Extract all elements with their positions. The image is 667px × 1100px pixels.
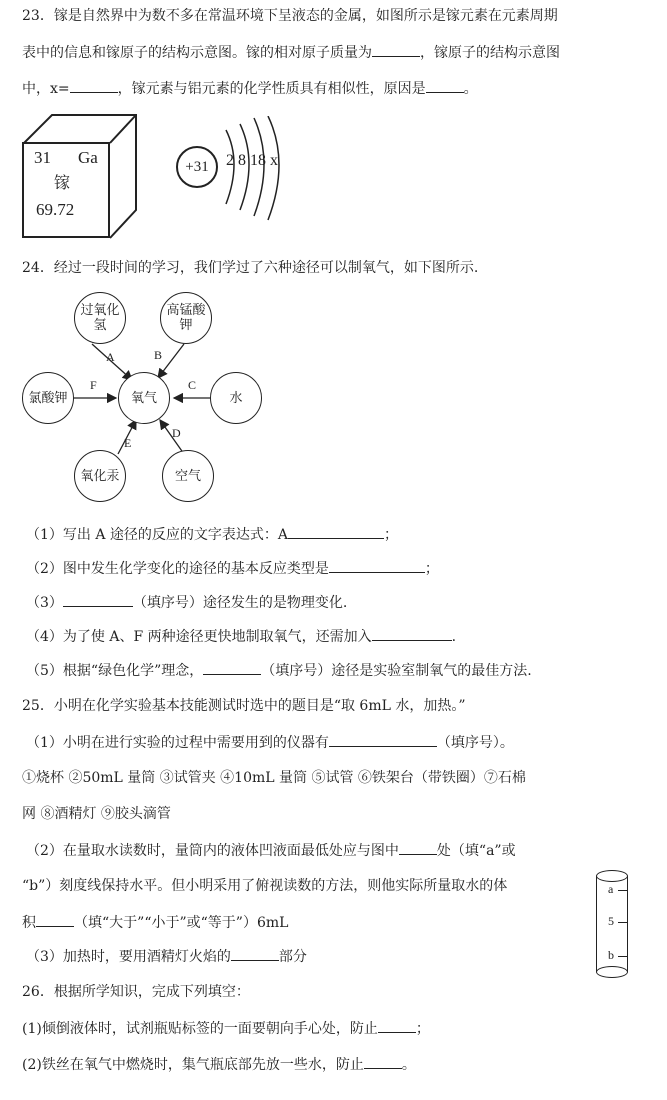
q24-sub2-end: ； xyxy=(424,561,439,577)
q25-blank-2[interactable] xyxy=(399,840,437,855)
q25-sub1-end: （填序号）。 xyxy=(436,735,514,751)
cylinder-bottom xyxy=(596,966,628,978)
q25-sub2-text: （2）在量取水读数时，量筒内的液体凹液面最低处应与图中 xyxy=(26,843,399,859)
cylinder-label-5: 5 xyxy=(608,914,614,928)
cube-front-face xyxy=(22,142,110,238)
cylinder-label-a: a xyxy=(608,882,614,896)
q24-sub4-text: （4）为了使 A、F 两种途径更快地制取氧气，还需加入 xyxy=(26,629,372,645)
q26-sub1-end: ； xyxy=(415,1021,430,1037)
electron-shell-numbers: 2 8 18 x xyxy=(226,152,278,169)
q23-line3-text-b: ，镓元素与铝元素的化学性质具有相似性，原因是 xyxy=(117,81,426,97)
label-a: A xyxy=(106,350,115,364)
node-hydrogen-peroxide: 过氧化氢 xyxy=(74,292,126,344)
atomic-mass: 69.72 xyxy=(36,200,75,219)
q25-sub3 xyxy=(26,946,307,967)
q23-blank-reason[interactable] xyxy=(426,78,464,93)
q25-sub2-end: 处（填“a”或 xyxy=(436,843,516,859)
q25-sub3-end: 部分 xyxy=(278,949,307,965)
q24-blank-1[interactable] xyxy=(288,524,384,539)
q25-options-line2: 网 ⑧酒精灯 ⑨胶头滴管 xyxy=(22,806,171,822)
q26-sub2 xyxy=(22,1054,416,1075)
q24-sub3-end: （填序号）途径发生的是物理变化. xyxy=(132,595,348,611)
node-mercury-oxide: 氧化汞 xyxy=(74,450,126,502)
q24-sub1 xyxy=(26,524,398,545)
q25-sub1 xyxy=(26,732,514,753)
label-d: D xyxy=(172,426,181,440)
element-cell-cube xyxy=(18,112,138,242)
q25-blank-4[interactable] xyxy=(231,946,279,961)
q25-options-line1: ①烧杯 ②50mL 量筒 ③试管夹 ④10mL 量筒 ⑤试管 ⑥铁架台（带铁圈）⑦石棉 xyxy=(22,770,526,786)
q24-intro: 24．经过一段时间的学习，我们学过了六种途径可以制氧气，如下图所示. xyxy=(22,260,479,276)
q23-line3-text-a: 中，x= xyxy=(22,81,70,97)
q24-sub4-end: . xyxy=(451,629,457,645)
label-c: C xyxy=(188,378,197,392)
element-symbol: Ga xyxy=(78,148,98,167)
q24-sub5-end: （填序号）途径是实验室制氧气的最佳方法. xyxy=(261,663,532,679)
atom-structure-diagram xyxy=(176,116,300,226)
label-b: B xyxy=(154,348,163,362)
q24-sub3 xyxy=(26,592,347,613)
atomic-number: 31 xyxy=(34,148,51,167)
q23-line2-text-a: 表中的信息和镓原子的结构示意图。镓的相对原子质量为 xyxy=(22,45,372,61)
q26-sub2-text: (2)铁丝在氧气中燃烧时，集气瓶底部先放一些水，防止 xyxy=(22,1057,364,1073)
q24-sub5 xyxy=(26,660,532,681)
nucleus-circle: +31 xyxy=(176,146,218,188)
q24-sub1-end: ； xyxy=(384,527,399,543)
q24-sub3-text: （3） xyxy=(26,595,63,611)
cylinder-top xyxy=(596,870,628,882)
node-air: 空气 xyxy=(162,450,214,502)
q25-sub2-end2: （填“大于”“小于”或“等于”）6mL xyxy=(74,915,289,931)
node-water: 水 xyxy=(210,372,262,424)
node-potassium-permanganate: 高锰酸钾 xyxy=(160,292,212,344)
q25-sub3-text: （3）加热时，要用酒精灯火焰的 xyxy=(26,949,231,965)
tick-a xyxy=(618,890,628,891)
q25-blank-3[interactable] xyxy=(36,912,74,927)
q24-sub1-text: （1）写出 A 途径的反应的文字表达式：A xyxy=(26,527,289,543)
q25-sub2-volume: 积 xyxy=(22,915,36,931)
q24-sub2 xyxy=(26,558,439,579)
node-oxygen: 氧气 xyxy=(118,372,170,424)
q25-sub2 xyxy=(26,840,516,861)
q23-line1: 23．镓是自然界中为数不多在常温环境下呈液态的金属，如图所示是镓元素在元素周期 xyxy=(22,8,558,24)
element-name: 镓 xyxy=(54,173,71,192)
oxygen-production-diagram xyxy=(20,290,270,500)
q23-blank-x[interactable] xyxy=(70,78,118,93)
q24-blank-3[interactable] xyxy=(63,592,133,607)
q24-sub5-text: （5）根据“绿色化学”理念， xyxy=(26,663,204,679)
tick-b xyxy=(618,956,628,957)
q24-sub4 xyxy=(26,626,456,647)
q23-line2-text-b: ，镓原子的结构示意图 xyxy=(420,45,560,61)
q23-blank-mass[interactable] xyxy=(372,42,420,57)
q25-blank-1[interactable] xyxy=(329,732,437,747)
label-f: F xyxy=(90,378,97,392)
q24-blank-2[interactable] xyxy=(329,558,425,573)
q24-sub2-text: （2）图中发生化学变化的途径的基本反应类型是 xyxy=(26,561,329,577)
q26-sub2-end: 。 xyxy=(401,1057,416,1073)
graduated-cylinder xyxy=(596,870,630,978)
q26-sub1 xyxy=(22,1018,430,1039)
q26-sub1-text: (1)倾倒液体时，试剂瓶贴标签的一面要朝向手心处，防止 xyxy=(22,1021,378,1037)
q25-intro: 25．小明在化学实验基本技能测试时选中的题目是“取 6mL 水，加热。” xyxy=(22,698,466,714)
q24-blank-4[interactable] xyxy=(372,626,452,641)
q23-line3-text-c: 。 xyxy=(463,81,478,97)
q26-blank-1[interactable] xyxy=(378,1018,416,1033)
q25-sub2-line3 xyxy=(22,912,288,933)
q26-blank-2[interactable] xyxy=(364,1054,402,1069)
q26-intro: 26．根据所学知识，完成下列填空： xyxy=(22,984,250,1000)
label-e: E xyxy=(124,436,132,450)
q25-sub1-text: （1）小明在进行实验的过程中需要用到的仪器有 xyxy=(26,735,329,751)
q23-line2 xyxy=(22,42,560,63)
q25-sub2-line2: “b”）刻度线保持水平。但小明采用了俯视读数的方法，则他实际所量取水的体 xyxy=(22,878,508,894)
node-potassium-chlorate: 氯酸钾 xyxy=(22,372,74,424)
q23-line3 xyxy=(22,78,478,99)
cylinder-label-b: b xyxy=(608,948,614,962)
tick-5 xyxy=(618,922,628,923)
electron-shell-arcs xyxy=(176,116,300,226)
q24-blank-5[interactable] xyxy=(203,660,261,675)
